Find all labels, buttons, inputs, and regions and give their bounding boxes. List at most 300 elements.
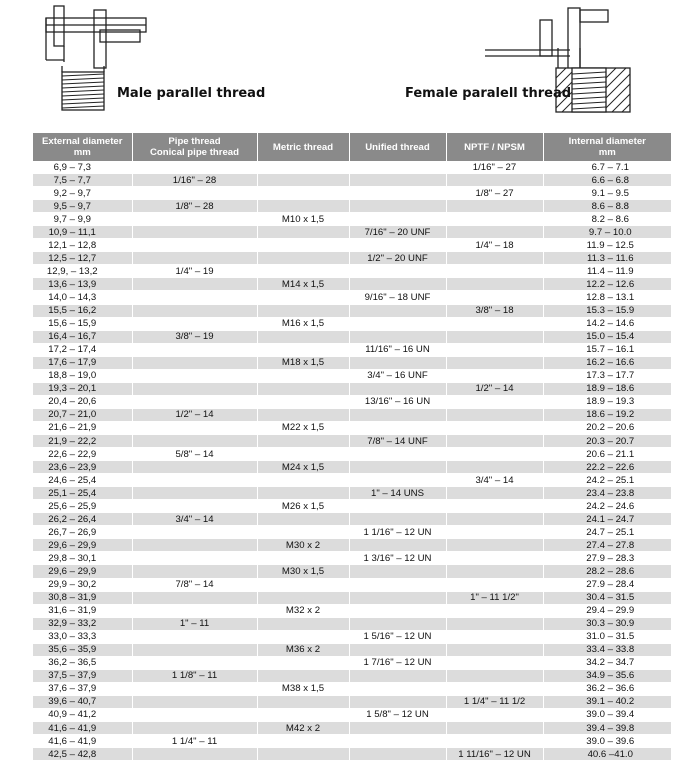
cell-external-diameter: 15,6 – 15,9 (33, 317, 132, 330)
cell-pipe-thread: 1/4" – 19 (132, 265, 257, 278)
cell-metric-thread (257, 252, 349, 265)
cell-nptf-npsm (446, 291, 543, 304)
cell-internal-diameter: 18.6 – 19.2 (543, 408, 671, 421)
table-row (33, 369, 671, 382)
cell-external-diameter: 20,4 – 20,6 (33, 395, 132, 408)
cell-metric-thread (257, 748, 349, 761)
cell-pipe-thread (132, 187, 257, 200)
cell-nptf-npsm (446, 513, 543, 526)
cell-internal-diameter: 15.7 – 16.1 (543, 343, 671, 356)
cell-pipe-thread (132, 591, 257, 604)
cell-unified-thread: 1 3/16" – 12 UN (349, 552, 446, 565)
cell-unified-thread (349, 513, 446, 526)
cell-external-diameter: 12,1 – 12,8 (33, 239, 132, 252)
table-row (33, 252, 671, 265)
cell-unified-thread (349, 604, 446, 617)
table-row (33, 278, 671, 291)
cell-unified-thread (349, 565, 446, 578)
cell-internal-diameter: 30.4 – 31.5 (543, 591, 671, 604)
table-row (33, 200, 671, 213)
cell-internal-diameter: 39.0 – 39.4 (543, 708, 671, 721)
table-row (33, 382, 671, 395)
cell-metric-thread (257, 708, 349, 721)
cell-nptf-npsm (446, 539, 543, 552)
cell-internal-diameter: 39.1 – 40.2 (543, 695, 671, 708)
table-row (33, 669, 671, 682)
cell-external-diameter: 31,6 – 31,9 (33, 604, 132, 617)
cell-external-diameter: 19,3 – 20,1 (33, 382, 132, 395)
cell-metric-thread: M18 x 1,5 (257, 356, 349, 369)
cell-unified-thread (349, 500, 446, 513)
cell-pipe-thread: 1 1/8" – 11 (132, 669, 257, 682)
cell-nptf-npsm (446, 526, 543, 539)
cell-metric-thread: M10 x 1,5 (257, 213, 349, 226)
cell-unified-thread (349, 735, 446, 748)
table-row (33, 630, 671, 643)
cell-metric-thread (257, 695, 349, 708)
cell-metric-thread (257, 343, 349, 356)
table-row (33, 421, 671, 434)
cell-metric-thread: M14 x 1,5 (257, 278, 349, 291)
cell-pipe-thread (132, 356, 257, 369)
cell-pipe-thread (132, 226, 257, 239)
cell-nptf-npsm (446, 630, 543, 643)
cell-unified-thread (349, 448, 446, 461)
cell-external-diameter: 24,6 – 25,4 (33, 474, 132, 487)
cell-metric-thread (257, 630, 349, 643)
cell-internal-diameter: 23.4 – 23.8 (543, 487, 671, 500)
cell-external-diameter: 9,7 – 9,9 (33, 213, 132, 226)
cell-external-diameter: 40,9 – 41,2 (33, 708, 132, 721)
cell-metric-thread: M38 x 1,5 (257, 682, 349, 695)
cell-nptf-npsm (446, 369, 543, 382)
cell-external-diameter: 26,7 – 26,9 (33, 526, 132, 539)
cell-unified-thread (349, 474, 446, 487)
cell-unified-thread (349, 539, 446, 552)
cell-metric-thread (257, 474, 349, 487)
cell-unified-thread (349, 421, 446, 434)
cell-internal-diameter: 11.9 – 12.5 (543, 239, 671, 252)
cell-internal-diameter: 24.2 – 25.1 (543, 474, 671, 487)
cell-pipe-thread (132, 343, 257, 356)
cell-internal-diameter: 20.3 – 20.7 (543, 434, 671, 447)
cell-internal-diameter: 20.6 – 21.1 (543, 448, 671, 461)
cell-pipe-thread: 1/2" – 14 (132, 408, 257, 421)
cell-internal-diameter: 31.0 – 31.5 (543, 630, 671, 643)
cell-pipe-thread: 3/4" – 14 (132, 513, 257, 526)
cell-unified-thread (349, 682, 446, 695)
cell-metric-thread (257, 656, 349, 669)
table-row (33, 395, 671, 408)
cell-external-diameter: 35,6 – 35,9 (33, 643, 132, 656)
cell-pipe-thread (132, 421, 257, 434)
cell-unified-thread (349, 461, 446, 474)
table-row (33, 695, 671, 708)
cell-pipe-thread (132, 213, 257, 226)
cell-external-diameter: 29,9 – 30,2 (33, 578, 132, 591)
table-row (33, 539, 671, 552)
cell-unified-thread (349, 200, 446, 213)
cell-nptf-npsm: 1/8" – 27 (446, 187, 543, 200)
cell-nptf-npsm (446, 421, 543, 434)
cell-nptf-npsm (446, 669, 543, 682)
cell-external-diameter: 26,2 – 26,4 (33, 513, 132, 526)
cell-nptf-npsm (446, 604, 543, 617)
cell-internal-diameter: 22.2 – 22.6 (543, 461, 671, 474)
cell-internal-diameter: 30.3 – 30.9 (543, 617, 671, 630)
cell-internal-diameter: 6.6 – 6.8 (543, 174, 671, 187)
cell-external-diameter: 42,5 – 42,8 (33, 748, 132, 761)
cell-internal-diameter: 39.0 – 39.6 (543, 735, 671, 748)
cell-metric-thread (257, 239, 349, 252)
cell-unified-thread (349, 382, 446, 395)
cell-external-diameter: 14,0 – 14,3 (33, 291, 132, 304)
cell-metric-thread (257, 552, 349, 565)
cell-metric-thread (257, 304, 349, 317)
cell-pipe-thread (132, 748, 257, 761)
header-metric-thread: Metric thread (257, 133, 349, 161)
cell-metric-thread (257, 526, 349, 539)
cell-unified-thread: 1 7/16" – 12 UN (349, 656, 446, 669)
cell-unified-thread: 1 5/8" – 12 UN (349, 708, 446, 721)
cell-nptf-npsm (446, 552, 543, 565)
cell-external-diameter: 29,6 – 29,9 (33, 565, 132, 578)
cell-external-diameter: 21,6 – 21,9 (33, 421, 132, 434)
cell-metric-thread (257, 187, 349, 200)
table-row (33, 226, 671, 239)
cell-nptf-npsm: 1/4" – 18 (446, 239, 543, 252)
cell-pipe-thread (132, 630, 257, 643)
cell-nptf-npsm (446, 448, 543, 461)
table-row (33, 513, 671, 526)
cell-internal-diameter: 24.1 – 24.7 (543, 513, 671, 526)
table-row (33, 343, 671, 356)
table-row (33, 578, 671, 591)
cell-nptf-npsm (446, 408, 543, 421)
cell-external-diameter: 20,7 – 21,0 (33, 408, 132, 421)
cell-unified-thread (349, 317, 446, 330)
table-row (33, 356, 671, 369)
cell-unified-thread: 1 1/16" – 12 UN (349, 526, 446, 539)
cell-nptf-npsm (446, 343, 543, 356)
cell-nptf-npsm (446, 356, 543, 369)
table-row (33, 317, 671, 330)
cell-pipe-thread (132, 604, 257, 617)
cell-metric-thread (257, 226, 349, 239)
table-row (33, 604, 671, 617)
cell-nptf-npsm (446, 213, 543, 226)
cell-pipe-thread (132, 161, 257, 174)
cell-internal-diameter: 39.4 – 39.8 (543, 722, 671, 735)
cell-unified-thread (349, 213, 446, 226)
cell-external-diameter: 18,8 – 19,0 (33, 369, 132, 382)
cell-nptf-npsm (446, 735, 543, 748)
table-row (33, 552, 671, 565)
cell-external-diameter: 10,9 – 11,1 (33, 226, 132, 239)
cell-internal-diameter: 40.6 –41.0 (543, 748, 671, 761)
cell-unified-thread (349, 748, 446, 761)
cell-nptf-npsm: 1 11/16" – 12 UN (446, 748, 543, 761)
male-thread-caption: Male parallel thread (117, 86, 266, 101)
cell-internal-diameter: 9.1 – 9.5 (543, 187, 671, 200)
cell-external-diameter: 9,5 – 9,7 (33, 200, 132, 213)
cell-external-diameter: 33,0 – 33,3 (33, 630, 132, 643)
cell-external-diameter: 22,6 – 22,9 (33, 448, 132, 461)
cell-pipe-thread (132, 552, 257, 565)
cell-pipe-thread (132, 239, 257, 252)
cell-unified-thread: 9/16" – 18 UNF (349, 291, 446, 304)
cell-nptf-npsm (446, 722, 543, 735)
cell-nptf-npsm (446, 500, 543, 513)
cell-metric-thread: M36 x 2 (257, 643, 349, 656)
cell-internal-diameter: 11.4 – 11.9 (543, 265, 671, 278)
table-row (33, 461, 671, 474)
table-row (33, 265, 671, 278)
cell-internal-diameter: 29.4 – 29.9 (543, 604, 671, 617)
cell-unified-thread: 13/16" – 16 UN (349, 395, 446, 408)
cell-nptf-npsm (446, 578, 543, 591)
cell-nptf-npsm (446, 252, 543, 265)
table-row (33, 500, 671, 513)
cell-unified-thread (349, 239, 446, 252)
cell-metric-thread (257, 408, 349, 421)
table-row (33, 474, 671, 487)
cell-pipe-thread: 1" – 11 (132, 617, 257, 630)
cell-internal-diameter: 15.3 – 15.9 (543, 304, 671, 317)
cell-nptf-npsm: 1" – 11 1/2" (446, 591, 543, 604)
cell-metric-thread: M16 x 1,5 (257, 317, 349, 330)
table-row (33, 565, 671, 578)
cell-pipe-thread (132, 304, 257, 317)
cell-internal-diameter: 8.6 – 8.8 (543, 200, 671, 213)
cell-pipe-thread (132, 695, 257, 708)
cell-internal-diameter: 28.2 – 28.6 (543, 565, 671, 578)
table-row (33, 239, 671, 252)
table-row (33, 434, 671, 447)
cell-external-diameter: 12,9, – 13,2 (33, 265, 132, 278)
table-row (33, 213, 671, 226)
cell-internal-diameter: 34.9 – 35.6 (543, 669, 671, 682)
cell-metric-thread (257, 487, 349, 500)
cell-internal-diameter: 27.9 – 28.4 (543, 578, 671, 591)
cell-metric-thread: M26 x 1,5 (257, 500, 349, 513)
cell-external-diameter: 29,8 – 30,1 (33, 552, 132, 565)
cell-unified-thread: 1" – 14 UNS (349, 487, 446, 500)
cell-metric-thread (257, 434, 349, 447)
cell-external-diameter: 41,6 – 41,9 (33, 722, 132, 735)
cell-pipe-thread (132, 395, 257, 408)
cell-internal-diameter: 12.8 – 13.1 (543, 291, 671, 304)
header-internal-diameter: Internal diameter mm (543, 133, 671, 161)
cell-pipe-thread (132, 708, 257, 721)
cell-internal-diameter: 12.2 – 12.6 (543, 278, 671, 291)
cell-external-diameter: 15,5 – 16,2 (33, 304, 132, 317)
cell-internal-diameter: 33.4 – 33.8 (543, 643, 671, 656)
cell-nptf-npsm (446, 395, 543, 408)
table-row (33, 448, 671, 461)
cell-internal-diameter: 24.7 – 25.1 (543, 526, 671, 539)
cell-external-diameter: 7,5 – 7,7 (33, 174, 132, 187)
cell-external-diameter: 32,9 – 33,2 (33, 617, 132, 630)
cell-metric-thread (257, 513, 349, 526)
female-thread-diagram (480, 0, 640, 120)
cell-nptf-npsm (446, 643, 543, 656)
cell-pipe-thread: 1 1/4" – 11 (132, 735, 257, 748)
cell-pipe-thread (132, 487, 257, 500)
cell-nptf-npsm (446, 565, 543, 578)
cell-pipe-thread (132, 434, 257, 447)
cell-pipe-thread (132, 643, 257, 656)
cell-metric-thread (257, 291, 349, 304)
table-row (33, 591, 671, 604)
cell-unified-thread (349, 617, 446, 630)
cell-metric-thread (257, 265, 349, 278)
cell-unified-thread (349, 265, 446, 278)
cell-metric-thread (257, 382, 349, 395)
cell-metric-thread (257, 161, 349, 174)
cell-internal-diameter: 20.2 – 20.6 (543, 421, 671, 434)
cell-pipe-thread: 3/8" – 19 (132, 330, 257, 343)
cell-internal-diameter: 34.2 – 34.7 (543, 656, 671, 669)
cell-external-diameter: 9,2 – 9,7 (33, 187, 132, 200)
cell-external-diameter: 30,8 – 31,9 (33, 591, 132, 604)
table-row (33, 656, 671, 669)
cell-pipe-thread (132, 291, 257, 304)
cell-external-diameter: 29,6 – 29,9 (33, 539, 132, 552)
cell-external-diameter: 25,1 – 25,4 (33, 487, 132, 500)
cell-pipe-thread (132, 565, 257, 578)
cell-unified-thread (349, 695, 446, 708)
cell-nptf-npsm: 3/8" – 18 (446, 304, 543, 317)
cell-internal-diameter: 14.2 – 14.6 (543, 317, 671, 330)
cell-nptf-npsm: 1/16" – 27 (446, 161, 543, 174)
cell-nptf-npsm: 1 1/4" – 11 1/2 (446, 695, 543, 708)
cell-external-diameter: 21,9 – 22,2 (33, 434, 132, 447)
cell-metric-thread (257, 578, 349, 591)
cell-nptf-npsm (446, 226, 543, 239)
table-row (33, 735, 671, 748)
cell-internal-diameter: 6.7 – 7.1 (543, 161, 671, 174)
cell-pipe-thread (132, 656, 257, 669)
cell-nptf-npsm: 1/2" – 14 (446, 382, 543, 395)
cell-external-diameter: 39,6 – 40,7 (33, 695, 132, 708)
cell-unified-thread (349, 643, 446, 656)
header-pipe-thread: Pipe thread Conical pipe thread (132, 133, 257, 161)
cell-unified-thread (349, 669, 446, 682)
cell-pipe-thread (132, 317, 257, 330)
cell-nptf-npsm (446, 174, 543, 187)
cell-unified-thread (349, 187, 446, 200)
cell-unified-thread (349, 408, 446, 421)
cell-pipe-thread (132, 461, 257, 474)
cell-pipe-thread (132, 369, 257, 382)
cell-internal-diameter: 11.3 – 11.6 (543, 252, 671, 265)
cell-unified-thread (349, 356, 446, 369)
cell-nptf-npsm (446, 708, 543, 721)
cell-internal-diameter: 8.2 – 8.6 (543, 213, 671, 226)
cell-internal-diameter: 36.2 – 36.6 (543, 682, 671, 695)
cell-pipe-thread (132, 539, 257, 552)
cell-unified-thread (349, 722, 446, 735)
cell-metric-thread: M22 x 1,5 (257, 421, 349, 434)
cell-unified-thread: 7/8" – 14 UNF (349, 434, 446, 447)
table-row (33, 161, 671, 174)
cell-external-diameter: 23,6 – 23,9 (33, 461, 132, 474)
cell-external-diameter: 6,9 – 7,3 (33, 161, 132, 174)
cell-nptf-npsm (446, 434, 543, 447)
cell-nptf-npsm (446, 461, 543, 474)
cell-external-diameter: 41,6 – 41,9 (33, 735, 132, 748)
cell-metric-thread (257, 330, 349, 343)
cell-unified-thread (349, 591, 446, 604)
cell-nptf-npsm (446, 317, 543, 330)
female-thread-caption: Female paralell thread (405, 86, 572, 101)
cell-external-diameter: 17,2 – 17,4 (33, 343, 132, 356)
table-row (33, 291, 671, 304)
cell-external-diameter: 36,2 – 36,5 (33, 656, 132, 669)
cell-internal-diameter: 27.4 – 27.8 (543, 539, 671, 552)
table-row (33, 304, 671, 317)
cell-external-diameter: 17,6 – 17,9 (33, 356, 132, 369)
cell-nptf-npsm (446, 200, 543, 213)
cell-pipe-thread (132, 722, 257, 735)
cell-nptf-npsm (446, 487, 543, 500)
cell-unified-thread: 1 5/16" – 12 UN (349, 630, 446, 643)
cell-metric-thread (257, 369, 349, 382)
male-thread-diagram (40, 0, 150, 120)
cell-nptf-npsm (446, 330, 543, 343)
cell-internal-diameter: 9.7 – 10.0 (543, 226, 671, 239)
thread-identification-table (33, 133, 671, 761)
cell-external-diameter: 37,5 – 37,9 (33, 669, 132, 682)
cell-pipe-thread (132, 526, 257, 539)
header-nptf-npsm: NPTF / NPSM (446, 133, 543, 161)
cell-unified-thread: 3/4" – 16 UNF (349, 369, 446, 382)
cell-nptf-npsm (446, 265, 543, 278)
cell-nptf-npsm: 3/4" – 14 (446, 474, 543, 487)
table-row (33, 330, 671, 343)
cell-unified-thread: 7/16" – 20 UNF (349, 226, 446, 239)
cell-metric-thread (257, 448, 349, 461)
table-row (33, 617, 671, 630)
cell-pipe-thread (132, 252, 257, 265)
cell-unified-thread: 1/2" – 20 UNF (349, 252, 446, 265)
table-row (33, 487, 671, 500)
cell-unified-thread (349, 174, 446, 187)
cell-internal-diameter: 18.9 – 18.6 (543, 382, 671, 395)
cell-metric-thread: M32 x 2 (257, 604, 349, 617)
cell-pipe-thread: 1/8" – 28 (132, 200, 257, 213)
cell-pipe-thread: 5/8" – 14 (132, 448, 257, 461)
cell-metric-thread: M24 x 1,5 (257, 461, 349, 474)
cell-metric-thread: M30 x 2 (257, 539, 349, 552)
cell-pipe-thread (132, 474, 257, 487)
cell-internal-diameter: 27.9 – 28.3 (543, 552, 671, 565)
cell-internal-diameter: 16.2 – 16.6 (543, 356, 671, 369)
table-row (33, 748, 671, 761)
cell-external-diameter: 25,6 – 25,9 (33, 500, 132, 513)
cell-pipe-thread (132, 382, 257, 395)
table-row (33, 643, 671, 656)
cell-pipe-thread: 1/16" – 28 (132, 174, 257, 187)
cell-unified-thread (349, 304, 446, 317)
table-header-row (33, 133, 671, 161)
cell-external-diameter: 12,5 – 12,7 (33, 252, 132, 265)
cell-unified-thread (349, 161, 446, 174)
cell-external-diameter: 16,4 – 16,7 (33, 330, 132, 343)
table-row (33, 708, 671, 721)
cell-pipe-thread: 7/8" – 14 (132, 578, 257, 591)
